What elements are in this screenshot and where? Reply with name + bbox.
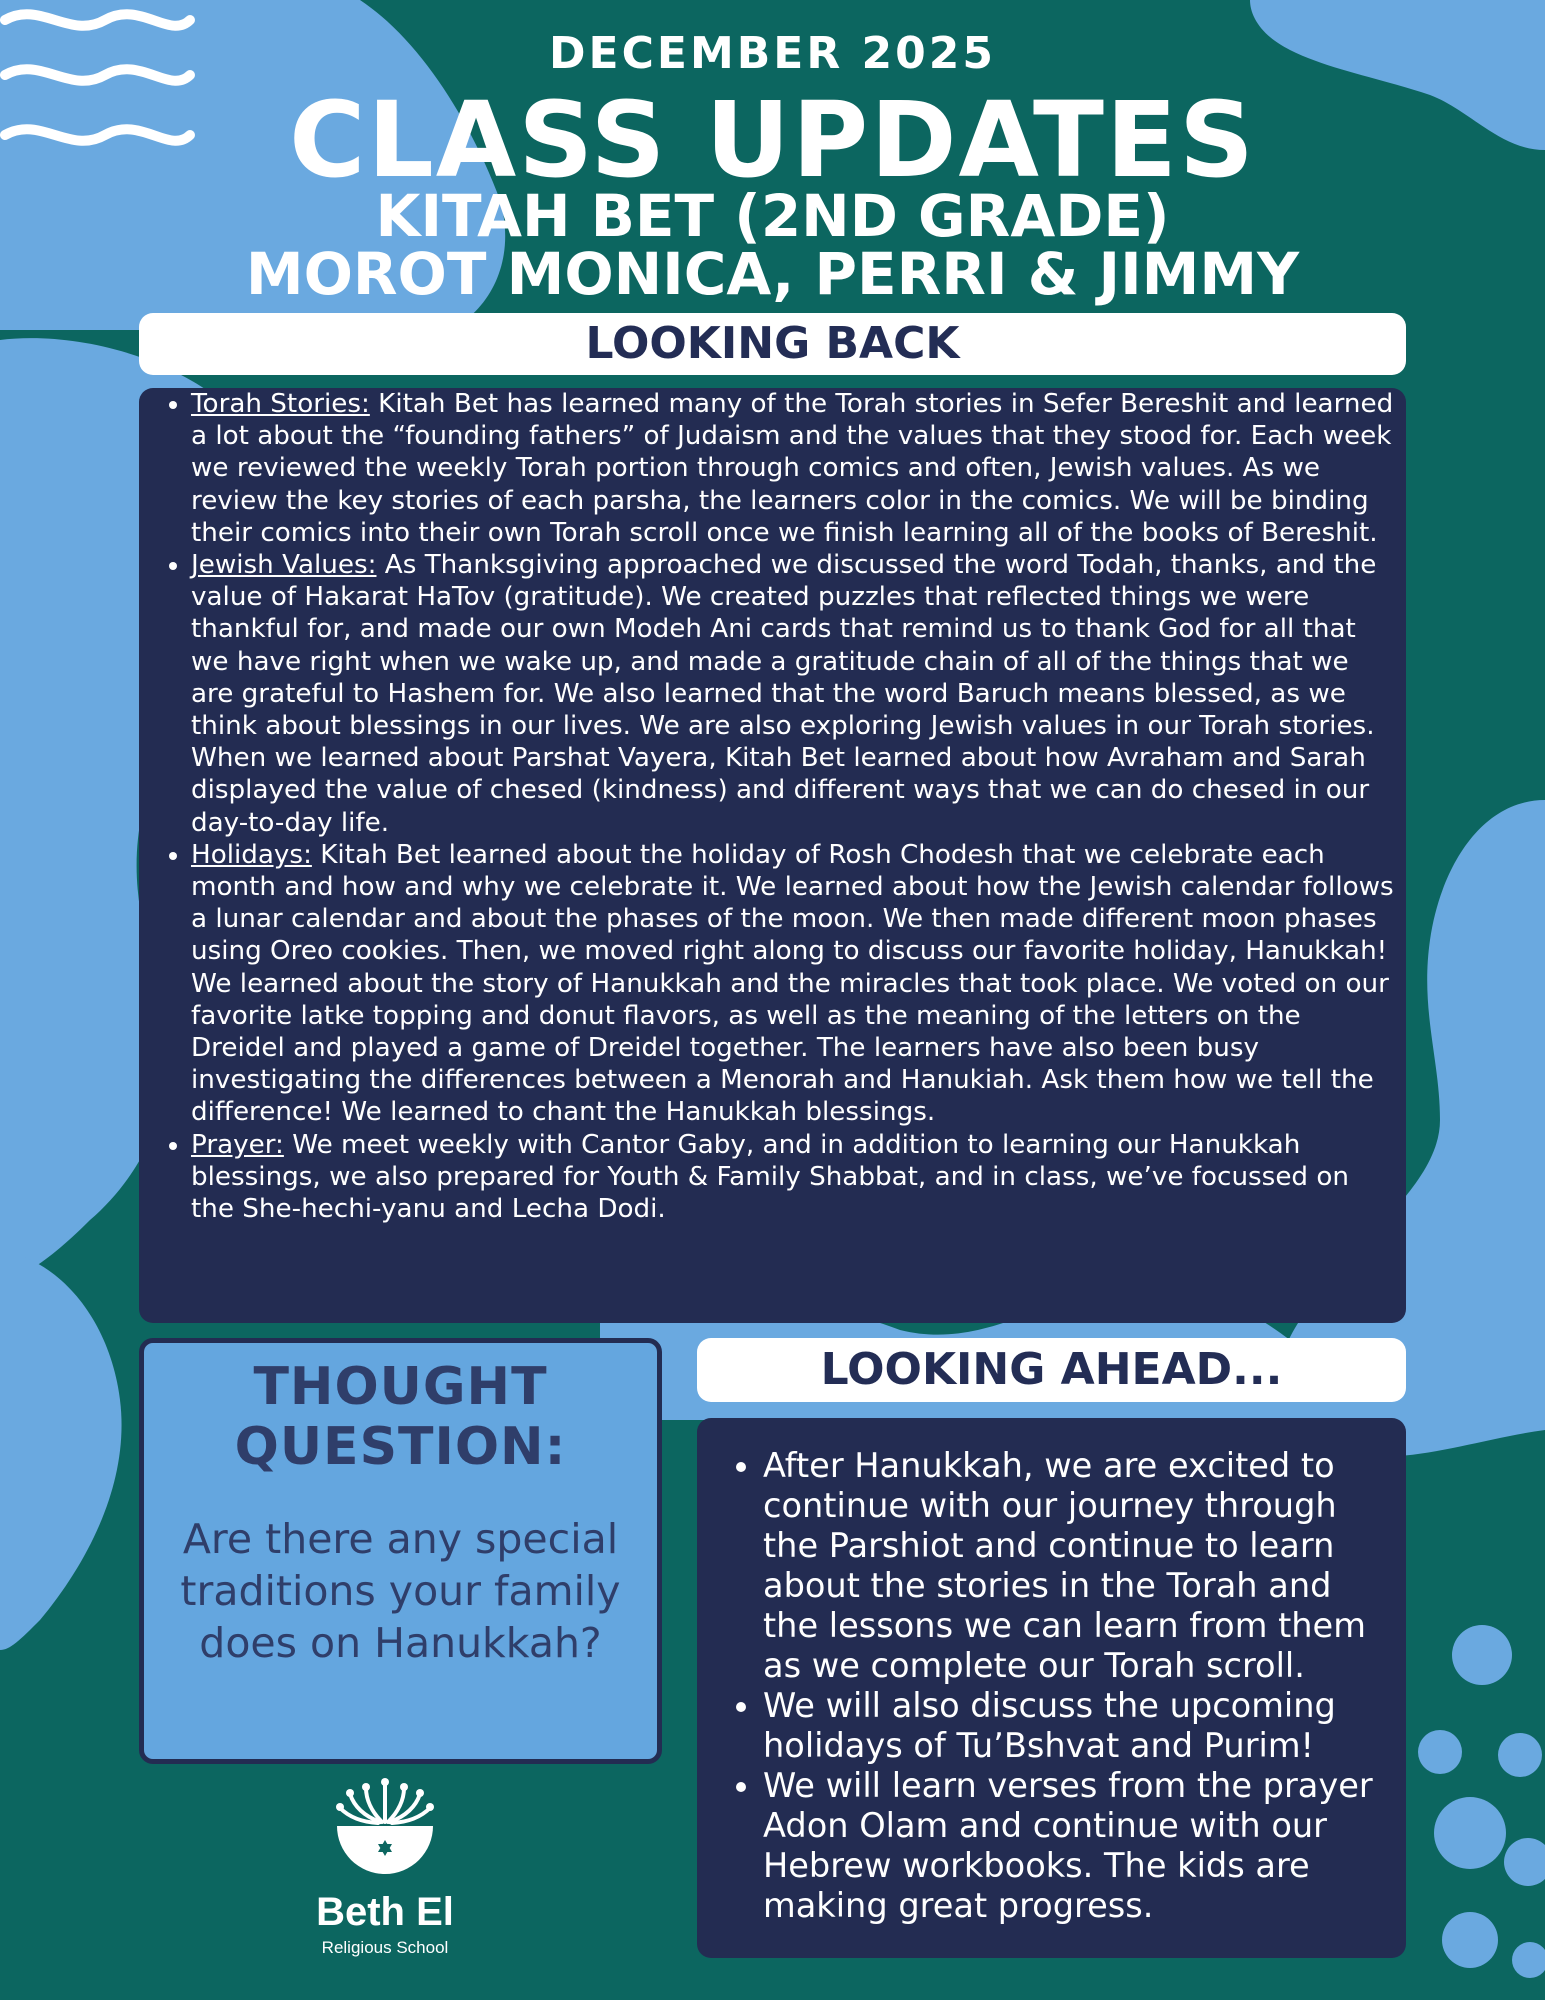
- dot: [1452, 1625, 1512, 1685]
- dot: [1418, 1730, 1462, 1774]
- list-item: • After Hanukkah, we are excited to continue with our journey through the Parshiot and continue to learn about the stories in the Torah and the lessons we can learn from them as we complete our Torah scroll.: [763, 1446, 1396, 1686]
- dot: [1442, 1912, 1498, 1968]
- looking-ahead-panel: [697, 1418, 1406, 1958]
- dot: [1512, 1942, 1545, 1978]
- list-item: [191, 839, 1396, 1129]
- teachers-names: MOROT MONICA, PERRI & JIMMY: [245, 240, 1300, 308]
- thought-question-heading: THOUGHT QUESTION:: [234, 1357, 567, 1477]
- item-text: We meet weekly with Cantor Gaby, and in addition to learning our Hanukkah blessings, we also prepared for Youth & Family Shabbat, and in class, we’ve focussed on the She-hechi-yanu and Lecha Dodi.: [191, 1129, 1350, 1225]
- newsletter-month: DECEMBER 2025: [549, 28, 996, 79]
- class-name: KITAH BET (2ND GRADE): [375, 182, 1170, 250]
- logo-name: Beth El: [316, 1890, 454, 1934]
- list-item: • We will also discuss the upcoming holidays of Tu’Bshvat and Purim!: [763, 1686, 1396, 1766]
- looking-back-heading: LOOKING BACK: [139, 313, 1406, 375]
- looking-ahead-list: [721, 1418, 1396, 1926]
- blob-bottom-left: [0, 1250, 122, 1650]
- logo-subtitle: Religious School: [321, 1938, 449, 1957]
- looking-back-panel: [139, 388, 1406, 1323]
- looking-back-list: [159, 388, 1396, 1225]
- item-label: Jewish Values:: [191, 550, 377, 581]
- list-item: [191, 549, 1396, 839]
- item-label: Prayer:: [191, 1129, 284, 1160]
- dot: [1504, 1838, 1545, 1886]
- thought-question-text: Are there any special traditions your family does on Hanukkah?: [180, 1515, 621, 1667]
- item-text: Kitah Bet has learned many of the Torah stories in Sefer Bereshit and learned a lot about the “founding fathers” of Judaism and the values that they stood for. Each week we reviewed the weekly Torah portion through comics and often, Jewish values. As we review the key stories of each parsha, the learners color in the comics. We will be binding their comics into their own Torah scroll once we finish learning all of the books of Bereshit.: [191, 389, 1394, 548]
- list-item: • We will learn verses from the prayer Adon Olam and continue with our Hebrew workbooks. The kids are making great progress.: [763, 1766, 1396, 1926]
- list-item: [191, 1129, 1396, 1226]
- page-title: CLASS UPDATES: [289, 79, 1256, 201]
- item-label: Holidays:: [191, 839, 312, 870]
- list-item: [191, 388, 1396, 549]
- dot: [1498, 1733, 1542, 1777]
- item-label: Torah Stories:: [191, 389, 370, 419]
- school-logo: [300, 1778, 470, 1978]
- item-text: Kitah Bet learned about the holiday of Rosh Chodesh that we celebrate each month and how and why we celebrate it. We learned about how the Jewish calendar follows a lunar calendar and about the phases of the moon. We then made different moon phases using Oreo cookies. Then, we moved right along to discuss our favorite holiday, Hanukkah! We learned about the story of Hanukkah and the miracles that took place. We voted on our favorite latke topping and donut flavors, as well as the meaning of the letters on the Dreidel and played a game of Dreidel together. The learners have also been busy investigating the differences between a Menorah and Hanukiah. Ask them how we tell the difference! We learned to chant the Hanukkah blessings.: [191, 839, 1394, 1128]
- item-text: As Thanksgiving approached we discussed the word Todah, thanks, and the value of Hakarat HaTov (gratitude). We created puzzles that reflected things we were thankful for, and made our own Modeh Ani cards that remind us to thank God for all that we have right when we wake up, and made a gratitude chain of all of the things that we are grateful to Hashem for. We also learned that the word Baruch means blessed, as we think about blessings in our lives. We are also exploring Jewish values in our Torah stories. When we learned about Parshat Vayera, Kitah Bet learned about how Avraham and Sarah displayed the value of chesed (kindness) and different ways that we can do chesed in our day-to-day life.: [191, 550, 1377, 838]
- thought-question-box: [139, 1338, 662, 1764]
- dot: [1434, 1797, 1506, 1869]
- tree-star-icon: [300, 1778, 470, 1888]
- looking-ahead-heading: LOOKING AHEAD...: [697, 1338, 1406, 1402]
